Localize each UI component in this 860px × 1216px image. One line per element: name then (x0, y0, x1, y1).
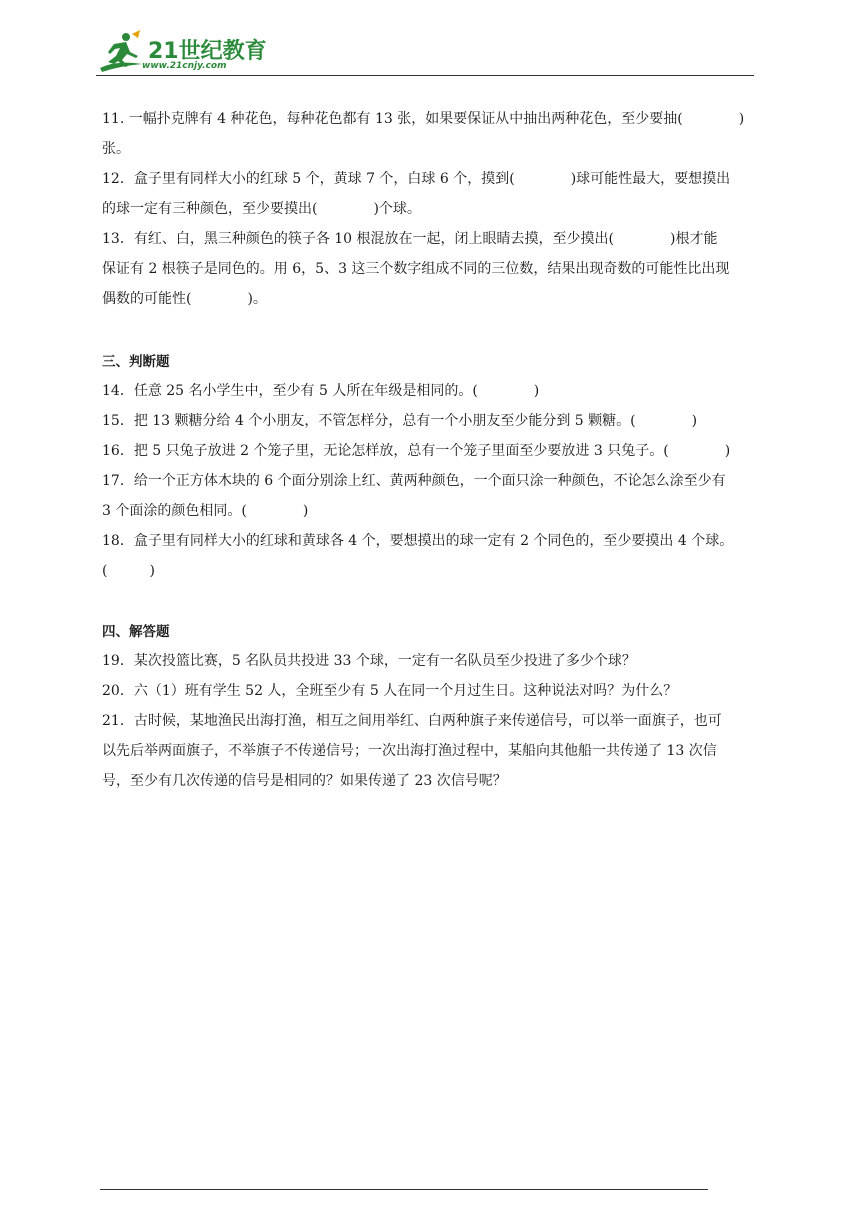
question-line: 号，至少有几次传递的信号是相同的？如果传递了 23 次信号呢？ (102, 773, 507, 789)
question-line: 11. 一幅扑克牌有 4 种花色，每种花色都有 13 张，如果要保证从中抽出两种花色，至少要抽( ) (102, 111, 745, 127)
question-line: 19．某次投篮比赛，5 名队员共投进 33 个球，一定有一名队员至少投进了多少个球？ (102, 653, 636, 669)
runner-logo-icon (96, 30, 146, 74)
exam-content (102, 104, 762, 796)
question-line: 18．盒子里有同样大小的红球和黄球各 4 个，要想摸出的球一定有 2 个同色的，至少要摸出 4 个球。 (102, 533, 734, 549)
question-line: 20．六（1）班有学生 52 人，全班至少有 5 人在同一个月过生日。这种说法对吗？为什么？ (102, 683, 678, 699)
section-title-answer: 四、解答题 (102, 624, 170, 640)
logo-text: 21世纪教育 (148, 39, 267, 64)
header-divider (96, 75, 754, 76)
question-line: 3 个面涂的颜色相同。( ) (102, 503, 309, 519)
question-line: 保证有 2 根筷子是同色的。用 6，5、3 这三个数字组成不同的三位数，结果出现奇数的可能性比出现 (102, 261, 730, 277)
section-title-judge: 三、判断题 (102, 354, 170, 370)
question-14 (102, 376, 762, 406)
question-12 (102, 164, 762, 224)
site-logo (96, 30, 266, 76)
page-header (96, 30, 754, 78)
question-21 (102, 706, 762, 796)
question-line: 17．给一个正方体木块的 6 个面分别涂上红、黄两种颜色，一个面只涂一种颜色，不论怎么涂至少有 (102, 473, 726, 489)
question-13 (102, 224, 762, 314)
question-line: 14．任意 25 名小学生中，至少有 5 人所在年级是相同的。( ) (102, 383, 540, 399)
question-11 (102, 104, 762, 164)
question-line: 以先后举两面旗子，不举旗子不传递信号；一次出海打渔过程中，某船向其他船一共传递了 13 次信 (102, 743, 717, 759)
question-line: 偶数的可能性( )。 (102, 291, 267, 307)
question-line: 12．盒子里有同样大小的红球 5 个，黄球 7 个，白球 6 个，摸到( )球可能性最大，要想摸出 (102, 171, 731, 187)
question-15 (102, 406, 762, 436)
footer-divider (100, 1189, 708, 1190)
question-line: 16．把 5 只兔子放进 2 个笼子里，无论怎样放，总有一个笼子里面至少要放进 3 只兔子。( ) (102, 443, 731, 459)
question-line: 13．有红、白，黑三种颜色的筷子各 10 根混放在一起，闭上眼睛去摸，至少摸出( )根才能 (102, 231, 718, 247)
question-16 (102, 436, 762, 466)
question-19 (102, 646, 762, 676)
question-line: 21．古时候，某地渔民出海打渔，相互之间用举红、白两种旗子来传递信号，可以举一面旗子，也可 (102, 713, 722, 729)
logo-url: www.21cnjy.com (142, 61, 227, 71)
question-17 (102, 466, 762, 526)
question-line: ( ) (102, 563, 155, 579)
question-line: 15．把 13 颗糖分给 4 个小朋友，不管怎样分，总有一个小朋友至少能分到 5 颗糖。( ) (102, 413, 698, 429)
question-line: 的球一定有三种颜色，至少要摸出( )个球。 (102, 201, 421, 217)
question-20 (102, 676, 762, 706)
question-line: 张。 (102, 141, 130, 157)
question-18 (102, 526, 762, 586)
